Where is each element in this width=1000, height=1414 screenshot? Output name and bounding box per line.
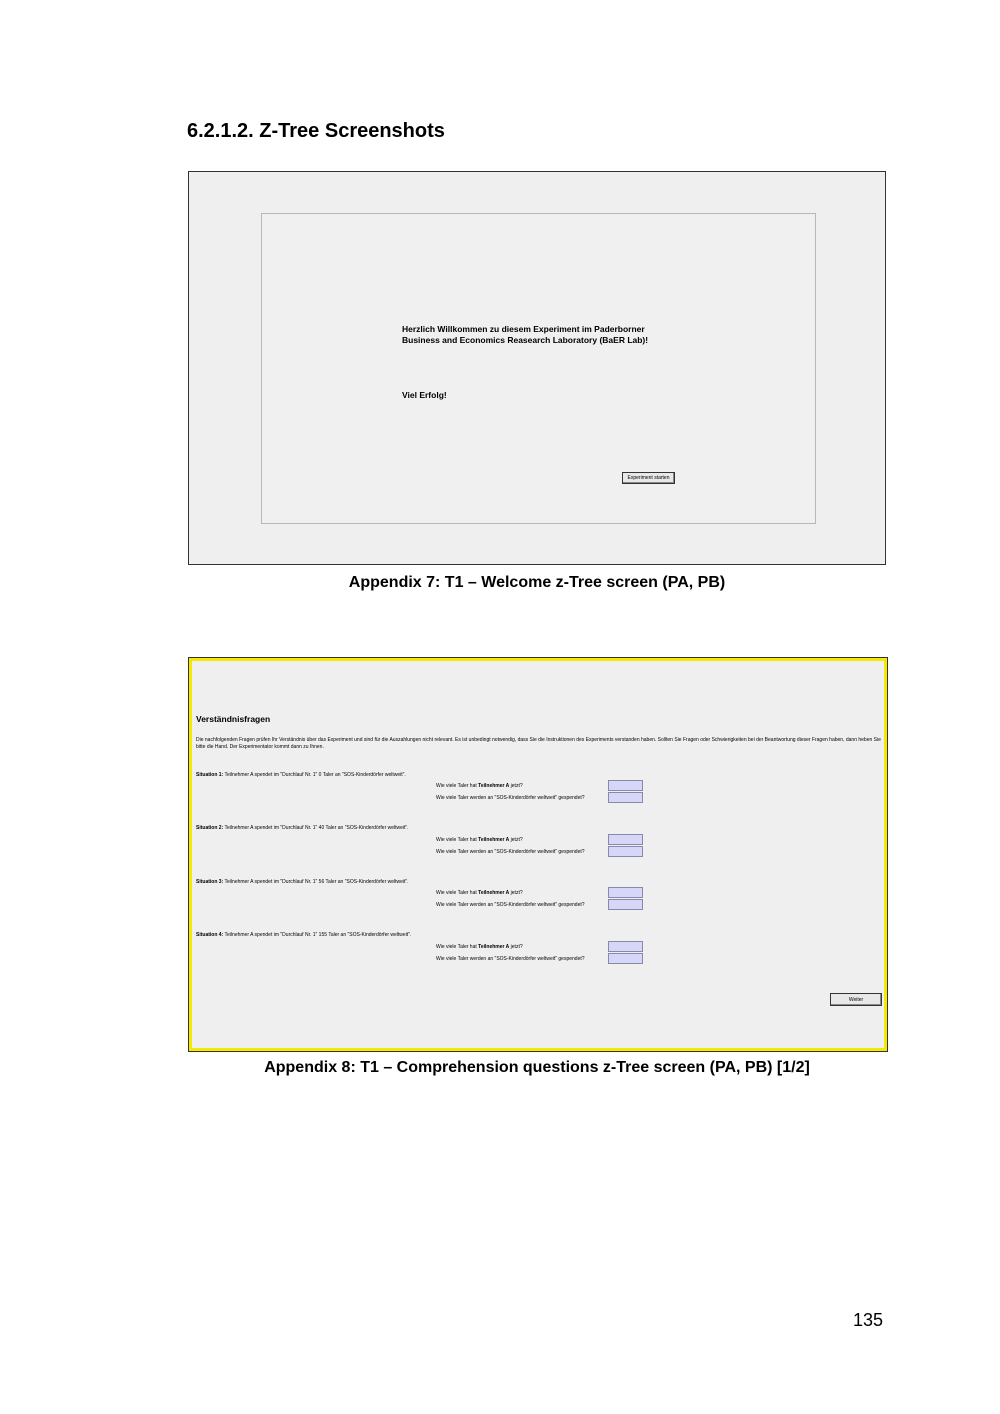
comprehension-panel: [192, 661, 884, 1048]
question-participant-a: Wie viele Taler hat Teilnehmer A jetzt?: [436, 890, 523, 896]
welcome-screenshot: [188, 171, 886, 565]
answer-input-s3-q2[interactable]: [608, 899, 643, 910]
welcome-text: [402, 324, 648, 346]
situation-label: Situation 3:: [196, 879, 224, 885]
situation-1: [196, 772, 406, 778]
situation-label: Situation 1:: [196, 772, 224, 778]
answer-input-s2-q2[interactable]: [608, 846, 643, 857]
answer-input-s1-q1[interactable]: [608, 780, 643, 791]
situation-text: Teilnehmer A spendet im "Durchlauf Nr. 1" 0 Taler an "SOS-Kinderdörfer weltweit".: [223, 772, 406, 778]
situation-label: Situation 2:: [196, 825, 224, 831]
situation-4: [196, 932, 411, 938]
questions-title: Verständnisfragen: [196, 714, 271, 724]
question-donation: Wie viele Taler werden an "SOS-Kinderdörfer weltweit" gespendet?: [436, 902, 585, 908]
questions-intro: Die nachfolgenden Fragen prüfen Ihr Verständnis über das Experiment und sind für die Auszahlungen nicht relevant. Es ist unbedingt notwendig, dass Sie die Instruktionen des Experiments verstanden haben. Sollten Sie Fragen oder Schwierigkeiten bei der Beantwortung dieser Fragen haben, dann heben Sie bitte die Hand. Der Experimentator kommt dann zu Ihnen.: [196, 737, 881, 750]
answer-input-s4-q2[interactable]: [608, 953, 643, 964]
situation-text: Teilnehmer A spendet im "Durchlauf Nr. 1" 155 Taler an "SOS-Kinderdörfer weltweit".: [223, 932, 412, 938]
answer-input-s3-q1[interactable]: [608, 887, 643, 898]
situation-text: Teilnehmer A spendet im "Durchlauf Nr. 1" 40 Taler an "SOS-Kinderdörfer weltweit".: [223, 825, 409, 831]
comprehension-screenshot: [188, 657, 888, 1052]
welcome-line-1: Herzlich Willkommen zu diesem Experiment im Paderborner: [402, 324, 645, 334]
answer-input-s2-q1[interactable]: [608, 834, 643, 845]
question-donation: Wie viele Taler werden an "SOS-Kinderdörfer weltweit" gespendet?: [436, 795, 585, 801]
answer-input-s4-q1[interactable]: [608, 941, 643, 952]
situation-3: [196, 879, 409, 885]
situation-text: Teilnehmer A spendet im "Durchlauf Nr. 1" 56 Taler an "SOS-Kinderdörfer weltweit".: [223, 879, 409, 885]
question-participant-a: Wie viele Taler hat Teilnehmer A jetzt?: [436, 837, 523, 843]
welcome-line-2: Business and Economics Reasearch Laboratory (BaER Lab)!: [402, 335, 649, 345]
caption-appendix-7: Appendix 7: T1 – Welcome z-Tree screen (PA, PB): [348, 574, 726, 591]
situation-label: Situation 4:: [196, 932, 224, 938]
question-participant-a: Wie viele Taler hat Teilnehmer A jetzt?: [436, 944, 523, 950]
page-number: 135: [853, 1310, 884, 1330]
good-luck-text: Viel Erfolg!: [402, 390, 447, 400]
welcome-panel: [261, 213, 816, 524]
start-experiment-button[interactable]: Experiment starten: [622, 472, 675, 484]
section-title: 6.2.1.2. Z-Tree Screenshots: [187, 120, 445, 142]
answer-input-s1-q2[interactable]: [608, 792, 643, 803]
next-button[interactable]: Weiter: [830, 993, 882, 1006]
question-participant-a: Wie viele Taler hat Teilnehmer A jetzt?: [436, 783, 523, 789]
question-donation: Wie viele Taler werden an "SOS-Kinderdörfer weltweit" gespendet?: [436, 956, 585, 962]
caption-appendix-8: Appendix 8: T1 – Comprehension questions z-Tree screen (PA, PB) [1/2]: [264, 1059, 810, 1076]
situation-2: [196, 825, 409, 831]
question-donation: Wie viele Taler werden an "SOS-Kinderdörfer weltweit" gespendet?: [436, 849, 585, 855]
